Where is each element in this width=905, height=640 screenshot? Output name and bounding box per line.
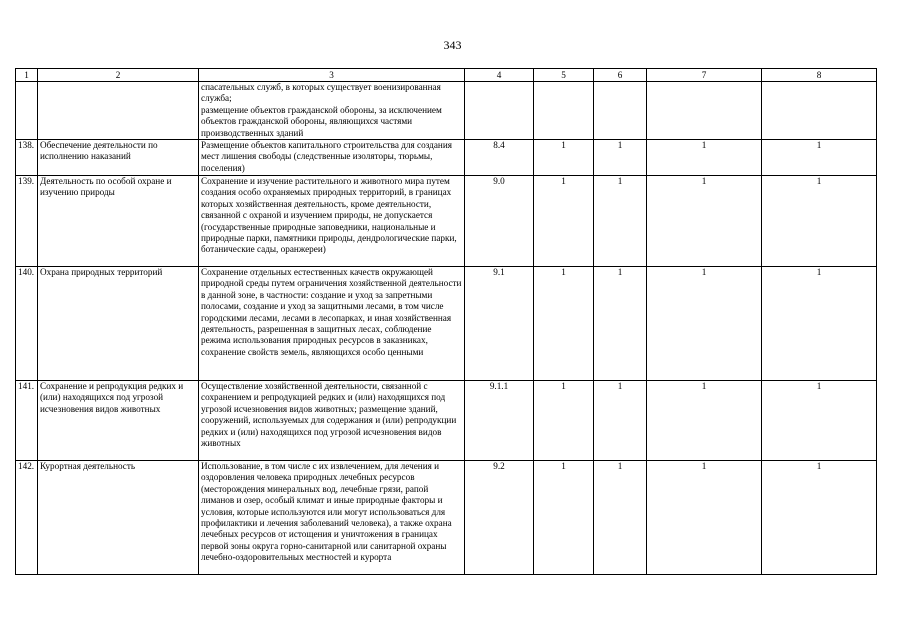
row-value-cell	[594, 82, 647, 140]
row-value-cell: 1	[762, 140, 877, 176]
row-number-cell: 140.	[16, 267, 38, 381]
row-name-cell: Обеспечение деятельности по исполнению наказаний	[38, 140, 199, 176]
row-number-cell	[16, 82, 38, 140]
header-cell: 3	[199, 69, 465, 82]
header-row	[16, 69, 877, 82]
header-cell: 6	[594, 69, 647, 82]
table-row	[16, 82, 877, 140]
row-name-cell: Курортная деятельность	[38, 461, 199, 575]
row-value-cell: 1	[762, 461, 877, 575]
row-number-cell: 139.	[16, 176, 38, 267]
row-value-cell: 1	[594, 381, 647, 461]
row-code-cell: 9.0	[465, 176, 534, 267]
row-name-cell	[38, 82, 199, 140]
land-use-table	[15, 68, 877, 575]
header-cell: 8	[762, 69, 877, 82]
header-cell: 5	[534, 69, 594, 82]
row-name-cell: Охрана природных территорий	[38, 267, 199, 381]
row-description-cell: Использование, в том числе с их извлечением, для лечения и оздоровления человека природных лечебных ресурсов (месторождения минеральных вод, лечебные грязи, рапой лиманов и озер, особый климат и иные природные факторы и условия, которые используются или могут использоваться для профилактики и лечения заболеваний человека), а также охрана лечебных ресурсов от истощения и уничтожения в границах первой зоны округа горно-санитарной или санитарной охраны лечебно-оздоровительных местностей и курорта	[199, 461, 465, 575]
row-name-cell: Деятельность по особой охране и изучению природы	[38, 176, 199, 267]
header-cell: 7	[647, 69, 762, 82]
row-value-cell: 1	[647, 140, 762, 176]
row-code-cell: 8.4	[465, 140, 534, 176]
row-value-cell	[647, 82, 762, 140]
table-row	[16, 140, 877, 176]
row-description-cell: Осуществление хозяйственной деятельности, связанной с сохранением и репродукцией редких и (или) находящихся под угрозой исчезновения видов животных; размещение зданий, сооружений, используемых для содержания и (или) репродукции редких и (или) находящихся под угрозой исчезновения видов животных	[199, 381, 465, 461]
row-value-cell: 1	[647, 461, 762, 575]
row-value-cell: 1	[534, 267, 594, 381]
table-row	[16, 267, 877, 381]
row-value-cell: 1	[534, 176, 594, 267]
row-value-cell: 1	[594, 176, 647, 267]
row-value-cell	[762, 82, 877, 140]
row-value-cell: 1	[534, 140, 594, 176]
row-number-cell: 138.	[16, 140, 38, 176]
row-number-cell: 141.	[16, 381, 38, 461]
row-code-cell	[465, 82, 534, 140]
row-name-cell: Сохранение и репродукция редких и (или) находящихся под угрозой исчезновения видов животных	[38, 381, 199, 461]
row-number-cell: 142.	[16, 461, 38, 575]
row-value-cell: 1	[647, 267, 762, 381]
table-row	[16, 461, 877, 575]
row-value-cell: 1	[534, 461, 594, 575]
page-number: 343	[443, 38, 462, 52]
row-value-cell: 1	[762, 267, 877, 381]
row-value-cell: 1	[647, 176, 762, 267]
row-description-cell: спасательных служб, в которых существует военизированная служба; размещение объектов гражданской обороны, за исключением объектов гражданской обороны, являющихся частями производственных зданий	[199, 82, 465, 140]
header-cell: 4	[465, 69, 534, 82]
row-value-cell: 1	[762, 381, 877, 461]
row-code-cell: 9.2	[465, 461, 534, 575]
row-description-cell: Размещение объектов капитального строительства для создания мест лишения свободы (следственные изоляторы, тюрьмы, поселения)	[199, 140, 465, 176]
row-value-cell: 1	[647, 381, 762, 461]
table-row	[16, 176, 877, 267]
header-cell: 1	[16, 69, 38, 82]
row-value-cell: 1	[534, 381, 594, 461]
row-value-cell	[534, 82, 594, 140]
table-row	[16, 381, 877, 461]
row-description-cell: Сохранение отдельных естественных качеств окружающей природной среды путем ограничения хозяйственной деятельности в данной зоне, в частности: создание и уход за запретными полосами, создание и уход за защитными лесами, в том числе городскими лесами, лесами в лесопарках, и иная хозяйственная деятельность, разрешенная в защитных лесах, соблюдение режима использования природных ресурсов в заказниках, сохранение свойств земель, являющихся особо ценными	[199, 267, 465, 381]
header-cell: 2	[38, 69, 199, 82]
row-value-cell: 1	[594, 267, 647, 381]
row-description-cell: Сохранение и изучение растительного и животного мира путем создания особо охраняемых природных территорий, в границах которых хозяйственная деятельность, кроме деятельности, связанной с охраной и изучением природы, не допускается (государственные природные заповедники, национальные и природные парки, памятники природы, дендрологические парки, ботанические сады, оранжереи)	[199, 176, 465, 267]
row-code-cell: 9.1.1	[465, 381, 534, 461]
row-value-cell: 1	[762, 176, 877, 267]
row-code-cell: 9.1	[465, 267, 534, 381]
row-value-cell: 1	[594, 461, 647, 575]
row-value-cell: 1	[594, 140, 647, 176]
